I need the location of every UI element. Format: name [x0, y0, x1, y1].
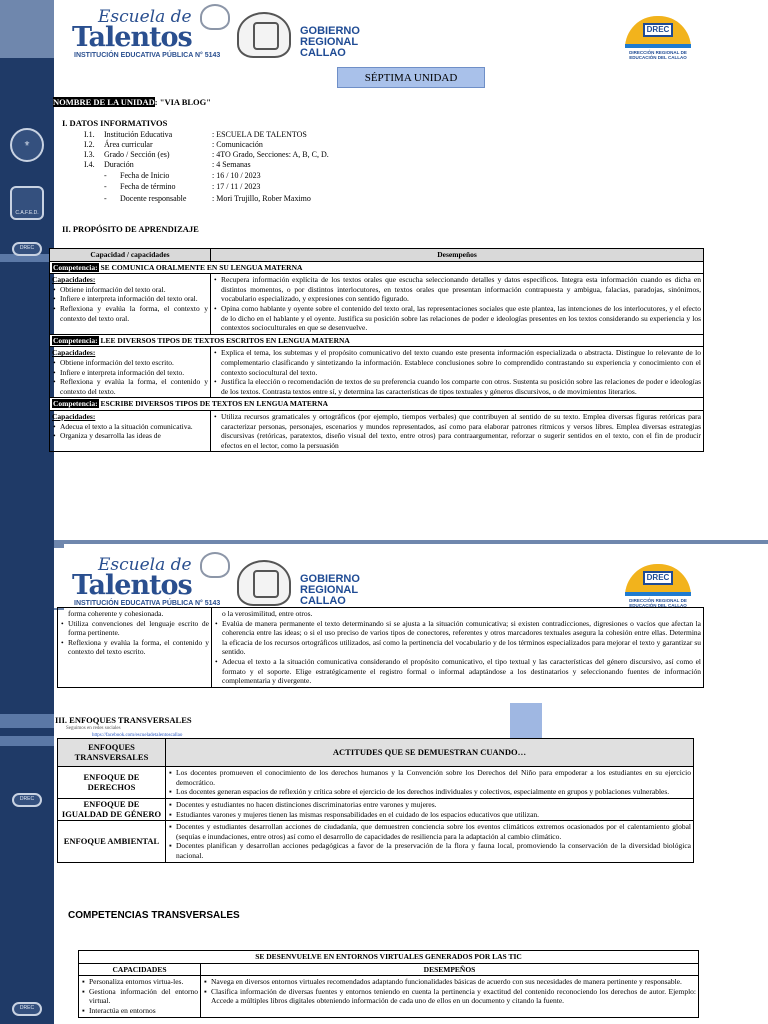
competencia-title: ESCRIBE DIVERSOS TIPOS DE TEXTOS EN LENGUA MATERNA: [100, 399, 329, 409]
drec-badge-label: DREC: [19, 1005, 35, 1012]
drec-badge-icon: [12, 1002, 42, 1016]
col-header-enfoques: ENFOQUES TRANSVERSALES: [58, 739, 166, 767]
info-label: Fecha de término: [120, 182, 176, 191]
info-num: -: [104, 194, 107, 203]
page-header: [54, 0, 768, 60]
capacidad-item: • Organiza y desarrolla las ideas de: [52, 431, 208, 441]
gobierno-line: REGIONAL: [300, 36, 359, 48]
capacidad-item: • Reflexiona y evalúa la forma, el contenido y contexto del texto escrito.: [60, 638, 209, 657]
unit-name-value: : "VIA BLOG": [154, 97, 211, 107]
competencia-row: [50, 261, 704, 274]
proposito-table-continued: [57, 607, 704, 697]
info-value: : Mori Trujillo, Rober Maximo: [212, 194, 311, 203]
enfoque-items: [166, 821, 694, 862]
desempenos-cell: [212, 608, 704, 688]
logo-sub-text: INSTITUCIÓN EDUCATIVA PÚBLICA N° 5143: [74, 52, 221, 59]
info-value: : 17 / 11 / 2023: [212, 182, 261, 191]
info-label: Docente responsable: [120, 194, 187, 203]
info-label: Grado / Sección (es): [104, 150, 170, 159]
capacidad-item: ▪ Interactúa en entornos: [81, 1006, 198, 1016]
competencia-row: [50, 334, 704, 347]
brain-icon: [200, 4, 230, 30]
info-label: Duración: [104, 160, 134, 169]
drec-logo: [619, 14, 697, 60]
desempeno-item: • Explica el tema, los subtemas y el propósito comunicativo del texto cuando este presenta información especializada o abstracta. Distingue lo relevante de lo complementario clasificando y sintetizando la información. Establece conclusiones sobre lo comprendido contrastando su experiencia y conocimiento con el contexto sociocultural del texto.: [213, 348, 701, 377]
competencia-title: LEE DIVERSOS TIPOS DE TEXTOS ESCRITOS EN LENGUA MATERNA: [100, 335, 350, 345]
drec-caption-line: EDUCACIÓN DEL CALLAO: [629, 55, 687, 60]
info-num: I.3.: [84, 150, 95, 159]
capacidad-item: ▪ Personaliza entornos virtua-les.: [81, 977, 198, 987]
cafed-logo-icon: [10, 186, 44, 220]
capacidad-item: • Reflexiona y evalúa la forma, el contenido y contexto del texto.: [52, 377, 208, 396]
shield-icon: ⚜: [10, 128, 44, 162]
desempenos-cell: [211, 274, 704, 335]
competencia-label: Competencia:: [53, 335, 98, 345]
gobierno-regional-logo: [300, 574, 360, 607]
overlay-social-text: Seguimos en redes sociales: [66, 726, 121, 731]
col-header-desempenos: DESEMPEÑOS: [201, 963, 699, 976]
enfoque-item: ▪ Estudiantes varones y mujeres tienen las mismas responsabilidades en el cuidado de los espacios educativos que utilizan.: [168, 810, 691, 820]
gobierno-regional-logo: [300, 26, 360, 59]
drec-caption-line: DIRECCIÓN REGIONAL DE: [629, 50, 687, 55]
drec-badge-label: DREC: [19, 796, 35, 803]
info-value: : 4 Semanas: [212, 160, 251, 169]
logo-script-text: Escuela de: [98, 7, 192, 27]
section-proposito: II. PROPÓSITO DE APRENDIZAJE: [62, 224, 199, 234]
col-header-actitudes: ACTITUDES QUE SE DEMUESTRAN CUANDO…: [166, 739, 694, 767]
drec-caption-line: DIRECCIÓN REGIONAL DE: [629, 598, 687, 603]
desempeno-item: • Utiliza recursos gramaticales y ortográficos (por ejemplo, tiempos verbales) que contribuyen al sentido de su texto. Emplea diversas figuras retóricas para caracterizar personas, personajes, escenarios y mundos representados, así como para elaborar patrones rítmicos y versos libres. Emplea diversas estrategias discursivas (retóricas, paratextos, diseño visual del texto, entre otros) para contraargumentar, reforzar o sugerir sentidos en el texto, con el fin de producir efectos en el lector, como la persuasión: [213, 412, 701, 450]
info-label: Área curricular: [104, 140, 153, 149]
drec-logo-text: DREC: [643, 571, 673, 585]
enfoques-table: [57, 738, 694, 900]
info-label: Institución Educativa: [104, 130, 173, 139]
enfoque-items: [166, 798, 694, 820]
capacidades-cell: [50, 274, 211, 335]
unit-name: [53, 98, 211, 108]
unit-name-label: NOMBRE DE LA UNIDAD: [53, 97, 155, 107]
enfoque-name: ENFOQUE AMBIENTAL: [58, 821, 166, 862]
callao-seal-icon: [237, 560, 291, 606]
enfoque-item: ▪ Docentes y estudiantes desarrollan acciones de ciudadanía, que demuestren conciencia sobre los eventos climáticos extremos ocasionados por el calentamiento global (sequías e inundaciones, entre otros) así como el desarrollo de capacidades de resiliencia para la adaptación al cambio climático.: [168, 822, 691, 841]
info-num: I.1.: [84, 130, 95, 139]
info-value: : 16 / 10 / 2023: [212, 171, 261, 180]
enfoque-item: ▪ Los docentes generan espacios de reflexión y crítica sobre el ejercicio de los derechos individuales y colectivos, especialmente en grupos y poblaciones vulnerables.: [168, 787, 691, 797]
info-num: I.2.: [84, 140, 95, 149]
desempeno-item: • Recupera información explícita de los textos orales que escucha seleccionando detalles y datos específicos. Integra esta información cuando es dicha en distintos momentos, o por distintos interlocutores, en textos orales que presentan información contrapuesta y ambigua, falacias, paradojas, sinónimos, vocabulario especializado, y expresiones con sentido figurado.: [213, 275, 701, 304]
facebook-link[interactable]: https://facebook.com/escueladetalentoscallao: [92, 733, 183, 738]
info-list: [84, 130, 504, 210]
capacidades-cell: [50, 410, 211, 451]
tic-table: [78, 950, 699, 1024]
competencia-row: [50, 398, 704, 411]
capacidad-continuation: forma coherente y cohesionada.: [68, 609, 164, 618]
drec-logo-text: DREC: [643, 23, 673, 37]
logo-main-text: Talentos: [72, 570, 192, 601]
info-value: : Comunicación: [212, 140, 263, 149]
proposito-table: [49, 248, 704, 484]
gobierno-line: GOBIERNO: [300, 573, 360, 585]
drec-caption-line: EDUCACIÓN DEL CALLAO: [629, 603, 687, 608]
desempeno-item: • Evalúa de manera permanente el texto determinando si se ajusta a la situación comunicativa; si existen contradicciones, digresiones o vacíos que afectan la coherencia entre las ideas; o si el uso preciso de varios tipos de conectores, referentes y otros marcadores textuales asegura la cohesión entre ellas. Determina la eficacia de los recursos ortográficos utilizados, así como la pertinencia del vocabulario y de los términos especializados para mejorar el texto y garantizar su sentido.: [214, 619, 701, 657]
capacidad-item: • Adecua el texto a la situación comunicativa.: [52, 422, 208, 432]
logo-main-text: Talentos: [72, 22, 192, 53]
section-datos-informativos: I. DATOS INFORMATIVOS: [62, 118, 168, 128]
drec-caption: [619, 50, 697, 60]
wave-icon: [625, 44, 691, 48]
desempeno-item: • Justifica la elección o recomendación de textos de su preferencia cuando los comparte con otros. Sustenta su posición sobre las relaciones de poder e ideologías de los textos. Contrasta textos entre sí, y determina las características de tipos textuales y géneros discursivos, o de movimientos literarios.: [213, 377, 701, 396]
sidebar-top-block: [0, 0, 54, 58]
info-num: I.4.: [84, 160, 95, 169]
capacidades-cell: [50, 347, 211, 398]
page-header: [54, 548, 768, 608]
section-competencias-transversales: COMPETENCIAS TRANSVERSALES: [68, 910, 240, 921]
drec-badge-label: DREC: [19, 245, 35, 252]
gobierno-line: CALLAO: [300, 47, 346, 59]
logo-sub-text: INSTITUCIÓN EDUCATIVA PÚBLICA N° 5143: [74, 600, 221, 607]
capacidad-item: • Infiere e interpreta información del texto.: [52, 368, 208, 378]
desempeno-item: ▪ Navega en diversos entornos virtuales recomendados adaptando funcionalidades básicas de acuerdo con sus necesidades de manera pertinente y responsable.: [203, 977, 696, 987]
gobierno-line: GOBIERNO: [300, 25, 360, 37]
cafed-label: C.A.F.E.D.: [15, 210, 39, 217]
enfoque-item: ▪ Los docentes promueven el conocimiento de los derechos humanos y la Convención sobre los Derechos del Niño para empoderar a los estudiantes en su ejercicio democrático.: [168, 768, 691, 787]
desempenos-cell: [211, 347, 704, 398]
capacidades-label: Capacidades:: [52, 275, 96, 285]
desempeno-item: • Adecua el texto a la situación comunicativa considerando el propósito comunicativo, el tipo textual y las características del género discursivo, así como el formato y el soporte. Elige estratégicamente el registro formal o informal adaptándose a los destinatarios y seleccionando fuentes de información complementaria y divergente.: [214, 657, 701, 686]
desempenos-cell: [201, 976, 699, 1017]
capacidades-cell: [58, 608, 212, 688]
desempeno-item: • Opina como hablante y oyente sobre el contenido del texto oral, las representaciones sociales que este plantea, las intenciones de los interlocutores, y el efecto de lo dicho en el hablante y el oyente. Justifica su posición sobre las relaciones de poder e ideologías presentes en los textos considerando su experiencia y los contextos socioculturales en que se desenvuelve.: [213, 304, 701, 333]
capacidad-item: • Obtiene información del texto oral.: [52, 285, 208, 295]
competencia-label: Competencia:: [53, 399, 98, 409]
capacidades-label: Capacidades:: [52, 348, 96, 358]
competencia-title: SE COMUNICA ORALMENTE EN SU LENGUA MATERNA: [100, 262, 303, 272]
drec-badge-icon: [12, 242, 42, 256]
drec-logo: [619, 562, 697, 608]
desempeno-continuation: o la verosimilitud, entre otros.: [222, 609, 313, 618]
wave-icon: [625, 592, 691, 596]
logo-script-text: Escuela de: [98, 555, 192, 575]
col-header-capacidades: CAPACIDADES: [79, 963, 201, 976]
capacidad-item: • Utiliza convenciones del lenguaje escrito de forma pertinente.: [60, 619, 209, 638]
desempeno-item: ▪ Clasifica información de diversas fuentes y entornos teniendo en cuenta la pertinencia y exactitud del contenido reconociendo los derechos de autor. Ejemplo: Accede a múltiples libros digitales obteniendo información de cada uno de ellos en un documento y citando la fuente.: [203, 987, 696, 1006]
info-num: -: [104, 171, 107, 180]
gobierno-line: REGIONAL: [300, 584, 359, 596]
unit-title: SÉPTIMA UNIDAD: [337, 67, 485, 88]
capacidad-item: • Infiere e interpreta información del texto oral.: [52, 294, 208, 304]
desempenos-cell: [211, 410, 704, 451]
enfoque-item: ▪ Docentes y estudiantes no hacen distinciones discriminatorias entre varones y mujeres.: [168, 800, 691, 810]
left-sidebar: [0, 0, 54, 1024]
callao-seal-icon: [237, 12, 291, 58]
col-header-desempenos: Desempeños: [211, 249, 704, 262]
col-header-capacidad: Capacidad / capacidades: [50, 249, 211, 262]
sidebar-tab: [0, 714, 54, 728]
capacidad-item: • Obtiene información del texto escrito.: [52, 358, 208, 368]
enfoque-name: ENFOQUE DE IGUALDAD DE GÉNERO: [58, 798, 166, 820]
competencia-label: Competencia:: [53, 262, 98, 272]
section-enfoques: III. ENFOQUES TRANSVERSALES: [55, 715, 192, 725]
decorative-block: [510, 703, 542, 741]
info-value: : ESCUELA DE TALENTOS: [212, 130, 307, 139]
capacidades-cell: [79, 976, 201, 1017]
enfoque-item: ▪ Docentes planifican y desarrollan acciones pedagógicas a favor de la preservación de la flora y fauna local, promoviendo la conservación de la diversidad biológica nacional.: [168, 841, 691, 860]
brain-icon: [200, 552, 230, 578]
capacidad-item: ▪ Gestiona información del entorno virtual.: [81, 987, 198, 1006]
info-label: Fecha de Inicio: [120, 171, 170, 180]
page-2-top-bar: [54, 540, 768, 544]
drec-badge-icon: [12, 793, 42, 807]
tic-title: SE DESENVUELVE EN ENTORNOS VIRTUALES GENERADOS POR LAS TIC: [79, 951, 699, 964]
capacidades-label: Capacidades:: [52, 411, 96, 421]
enfoque-name: ENFOQUE DE DERECHOS: [58, 767, 166, 799]
info-num: -: [104, 182, 107, 191]
gobierno-line: CALLAO: [300, 595, 346, 607]
enfoque-items: [166, 767, 694, 799]
capacidad-item: • Reflexiona y evalúa la forma, el contexto y contexto del texto oral.: [52, 304, 208, 323]
info-value: : 4TO Grado, Secciones: A, B, C, D.: [212, 150, 329, 159]
sidebar-tab: [0, 736, 54, 746]
